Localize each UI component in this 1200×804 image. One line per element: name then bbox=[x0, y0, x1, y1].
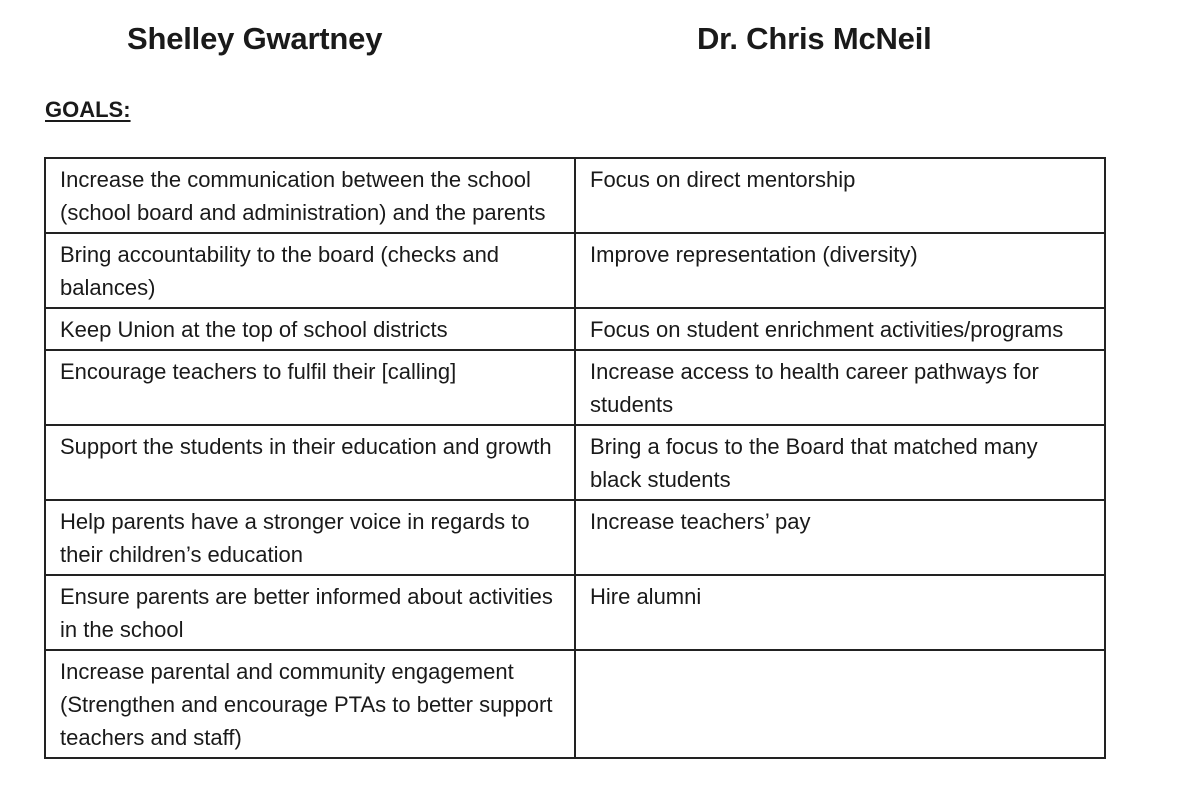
goal-cell-right: Focus on direct mentorship bbox=[575, 158, 1105, 233]
candidate-name-left: Shelley Gwartney bbox=[127, 21, 383, 56]
goal-cell-right: Focus on student enrichment activities/programs bbox=[575, 308, 1105, 350]
table-row bbox=[45, 350, 1105, 425]
goal-cell-right: Improve representation (diversity) bbox=[575, 233, 1105, 308]
goal-cell-right: Hire alumni bbox=[575, 575, 1105, 650]
table-row bbox=[45, 425, 1105, 500]
goal-cell-left: Bring accountability to the board (checks and balances) bbox=[45, 233, 575, 308]
table-row bbox=[45, 158, 1105, 233]
table-row bbox=[45, 500, 1105, 575]
goal-cell-left: Ensure parents are better informed about activities in the school bbox=[45, 575, 575, 650]
goal-cell-right: Increase access to health career pathways for students bbox=[575, 350, 1105, 425]
goal-cell-left: Keep Union at the top of school districts bbox=[45, 308, 575, 350]
goal-cell-left: Support the students in their education and growth bbox=[45, 425, 575, 500]
goal-cell-left: Encourage teachers to fulfil their [calling] bbox=[45, 350, 575, 425]
candidate-name-right: Dr. Chris McNeil bbox=[697, 21, 932, 56]
goal-cell-left: Increase parental and community engagement (Strengthen and encourage PTAs to better support teachers and staff) bbox=[45, 650, 575, 758]
goal-cell-left: Increase the communication between the school (school board and administration) and the parents bbox=[45, 158, 575, 233]
goals-table bbox=[44, 157, 1106, 759]
goal-cell-left: Help parents have a stronger voice in regards to their children’s education bbox=[45, 500, 575, 575]
goal-cell-right: Increase teachers’ pay bbox=[575, 500, 1105, 575]
table-row bbox=[45, 308, 1105, 350]
table-row bbox=[45, 650, 1105, 758]
table-row bbox=[45, 233, 1105, 308]
goals-heading: GOALS: bbox=[45, 97, 131, 122]
goal-cell-right: Bring a focus to the Board that matched many black students bbox=[575, 425, 1105, 500]
goal-cell-right bbox=[575, 650, 1105, 758]
table-row bbox=[45, 575, 1105, 650]
